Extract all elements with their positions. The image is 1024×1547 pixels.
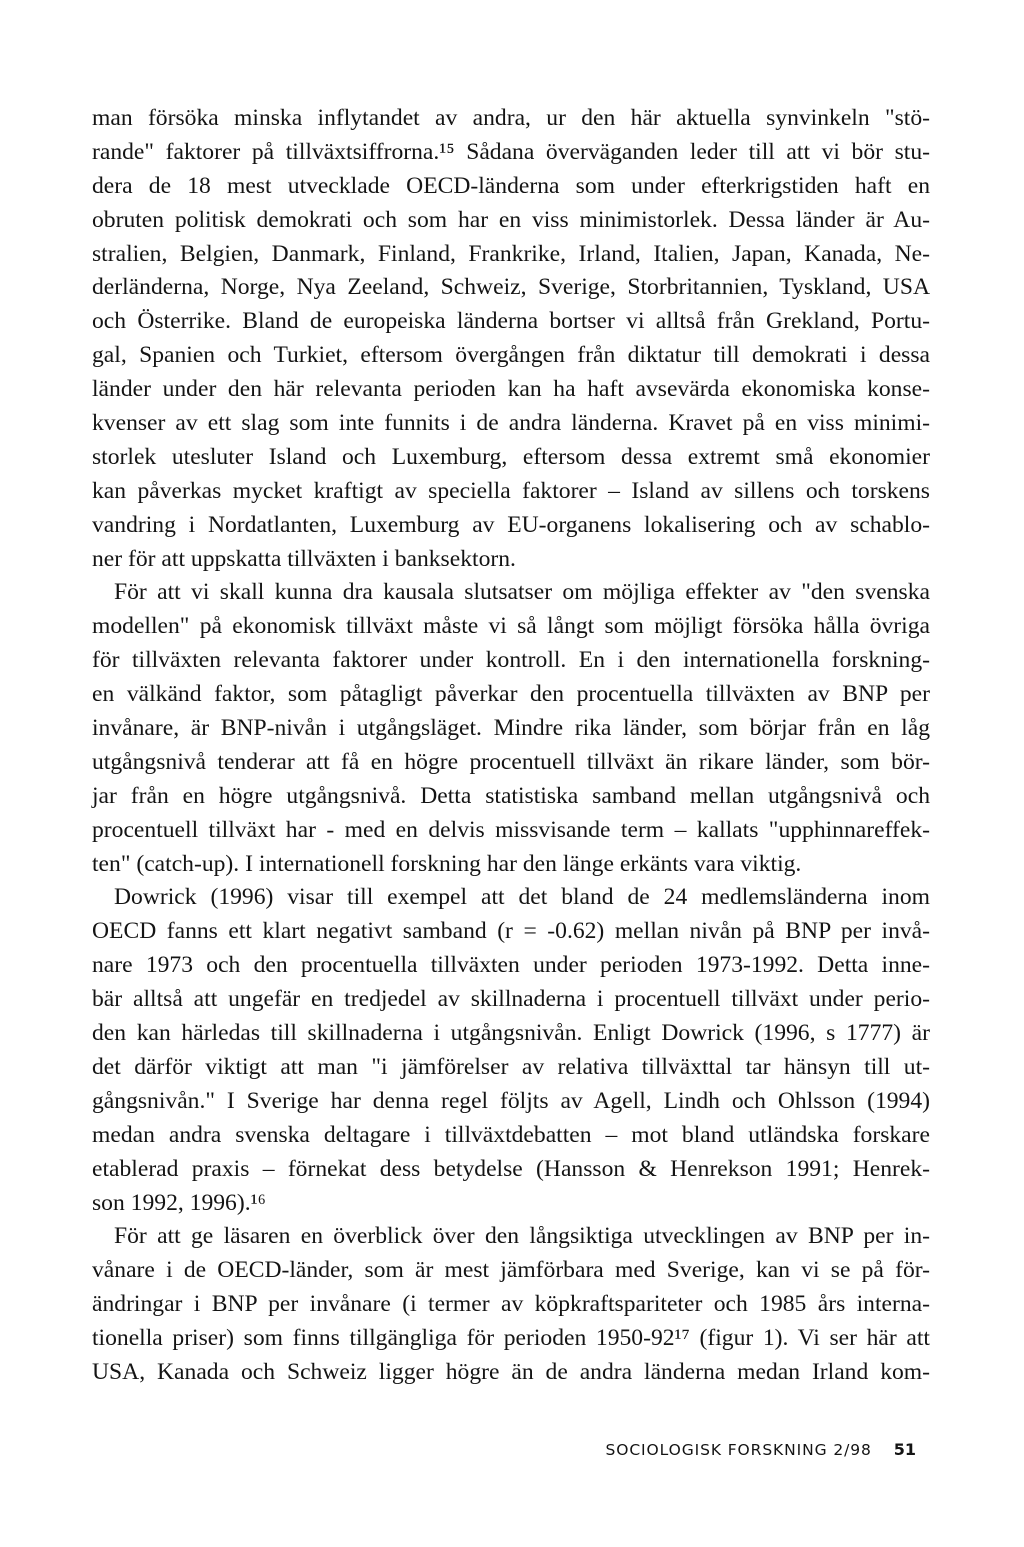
text-line: jar från en högre utgångsnivå. Detta statistiska samband mellan utgångsnivå och	[92, 782, 930, 809]
text-line: länder under den här relevanta perioden kan ha haft avsevärda ekonomiska konse-	[92, 376, 930, 403]
body-text	[92, 102, 930, 1390]
text-line: den kan härledas till skillnaderna i utgångsnivån. Enligt Dowrick (1996, s 1777) är	[92, 1020, 930, 1047]
text-line: rande" faktorer på tillväxtsiffrorna.¹⁵ Sådana överväganden leder till att vi bör stu-	[92, 138, 930, 165]
text-line: storlek utesluter Island och Luxemburg, eftersom dessa extremt små ekonomier	[92, 443, 930, 470]
text-line: ner för att uppskatta tillväxten i banksektorn.	[92, 545, 516, 572]
text-line: bär alltså att ungefär en tredjedel av skillnaderna i procentuell tillväxt under perio-	[92, 986, 930, 1013]
text-line: För att ge läsaren en överblick över den långsiktiga utvecklingen av BNP per in-	[114, 1223, 930, 1250]
text-line: procentuell tillväxt har - med en delvis missvisande term – kallats "upphinnareffek-	[92, 816, 930, 843]
text-line: ändringar i BNP per invånare (i termer av köpkraftspariteter och 1985 års interna-	[92, 1291, 930, 1318]
text-line: Dowrick (1996) visar till exempel att det bland de 24 medlemsländerna inom	[114, 884, 930, 911]
text-line: invånare, är BNP-nivån i utgångsläget. Mindre rika länder, som börjar från en låg	[92, 715, 930, 742]
text-line: det därför viktigt att man "i jämförelser av relativa tillväxttal tar hänsyn till ut-	[92, 1053, 930, 1080]
text-line: en välkänd faktor, som påtagligt påverkar den procentuella tillväxten av BNP per	[92, 681, 930, 708]
journal-title: SOCIOLOGISK FORSKNING 2/98	[605, 1441, 872, 1459]
text-line: nare 1973 och den procentuella tillväxten under perioden 1973-1992. Detta inne-	[92, 952, 930, 979]
text-line: vånare i de OECD-länder, som är mest jämförbara med Sverige, kan vi se på för-	[92, 1257, 930, 1284]
page-footer	[606, 1440, 917, 1459]
text-line: gal, Spanien och Turkiet, eftersom övergången från diktatur till demokrati i dessa	[92, 342, 930, 369]
text-line: medan andra svenska deltagare i tillväxtdebatten – mot bland utländska forskare	[92, 1121, 930, 1148]
text-line: derländerna, Norge, Nya Zeeland, Schweiz, Sverige, Storbritannien, Tyskland, USA	[92, 274, 930, 301]
text-line: utgångsnivå tenderar att få en högre procentuell tillväxt än rikare länder, som bör-	[92, 748, 930, 775]
text-line: vandring i Nordatlanten, Luxemburg av EU-organens lokalisering och av schablo-	[92, 511, 930, 538]
text-line: OECD fanns ett klart negativt samband (r = -0.62) mellan nivån på BNP per invå-	[92, 918, 930, 945]
text-line: dera de 18 mest utvecklade OECD-länderna som under efterkrigstiden haft en	[92, 172, 930, 199]
text-line: stralien, Belgien, Danmark, Finland, Frankrike, Irland, Italien, Japan, Kanada, Ne-	[92, 240, 930, 267]
text-line: obruten politisk demokrati och som har en viss minimistorlek. Dessa länder är Au-	[92, 206, 930, 233]
text-line: etablerad praxis – förnekat dess betydelse (Hansson & Henrekson 1991; Henrek-	[92, 1155, 930, 1182]
text-line: och Österrike. Bland de europeiska länderna bortser vi alltså från Grekland, Portu-	[92, 308, 930, 335]
text-line: för tillväxten relevanta faktorer under kontroll. En i den internationella forskning-	[92, 647, 930, 674]
text-line: tionella priser) som finns tillgängliga för perioden 1950-92¹⁷ (figur 1). Vi ser här att	[92, 1325, 930, 1352]
page-number: 51	[893, 1440, 916, 1459]
text-line: son 1992, 1996).¹⁶	[92, 1189, 266, 1216]
text-line: man försöka minska inflytandet av andra, ur den här aktuella synvinkeln "stö-	[92, 105, 930, 131]
text-line: gångsnivån." I Sverige har denna regel följts av Agell, Lindh och Ohlsson (1994)	[92, 1087, 930, 1114]
text-line: USA, Kanada och Schweiz ligger högre än de andra länderna medan Irland kom-	[92, 1358, 930, 1385]
text-line: För att vi skall kunna dra kausala slutsatser om möjliga effekter av "den svenska	[114, 579, 930, 606]
text-line: kan påverkas mycket kraftigt av speciella faktorer – Island av sillens och torskens	[92, 477, 930, 504]
text-line: modellen" på ekonomisk tillväxt måste vi så långt som möjligt försöka hålla övriga	[92, 613, 930, 640]
text-line: kvenser av ett slag som inte funnits i de andra länderna. Kravet på en viss minimi-	[92, 410, 930, 437]
text-line: ten" (catch-up). I internationell forskning har den länge erkänts vara viktig.	[92, 850, 802, 877]
